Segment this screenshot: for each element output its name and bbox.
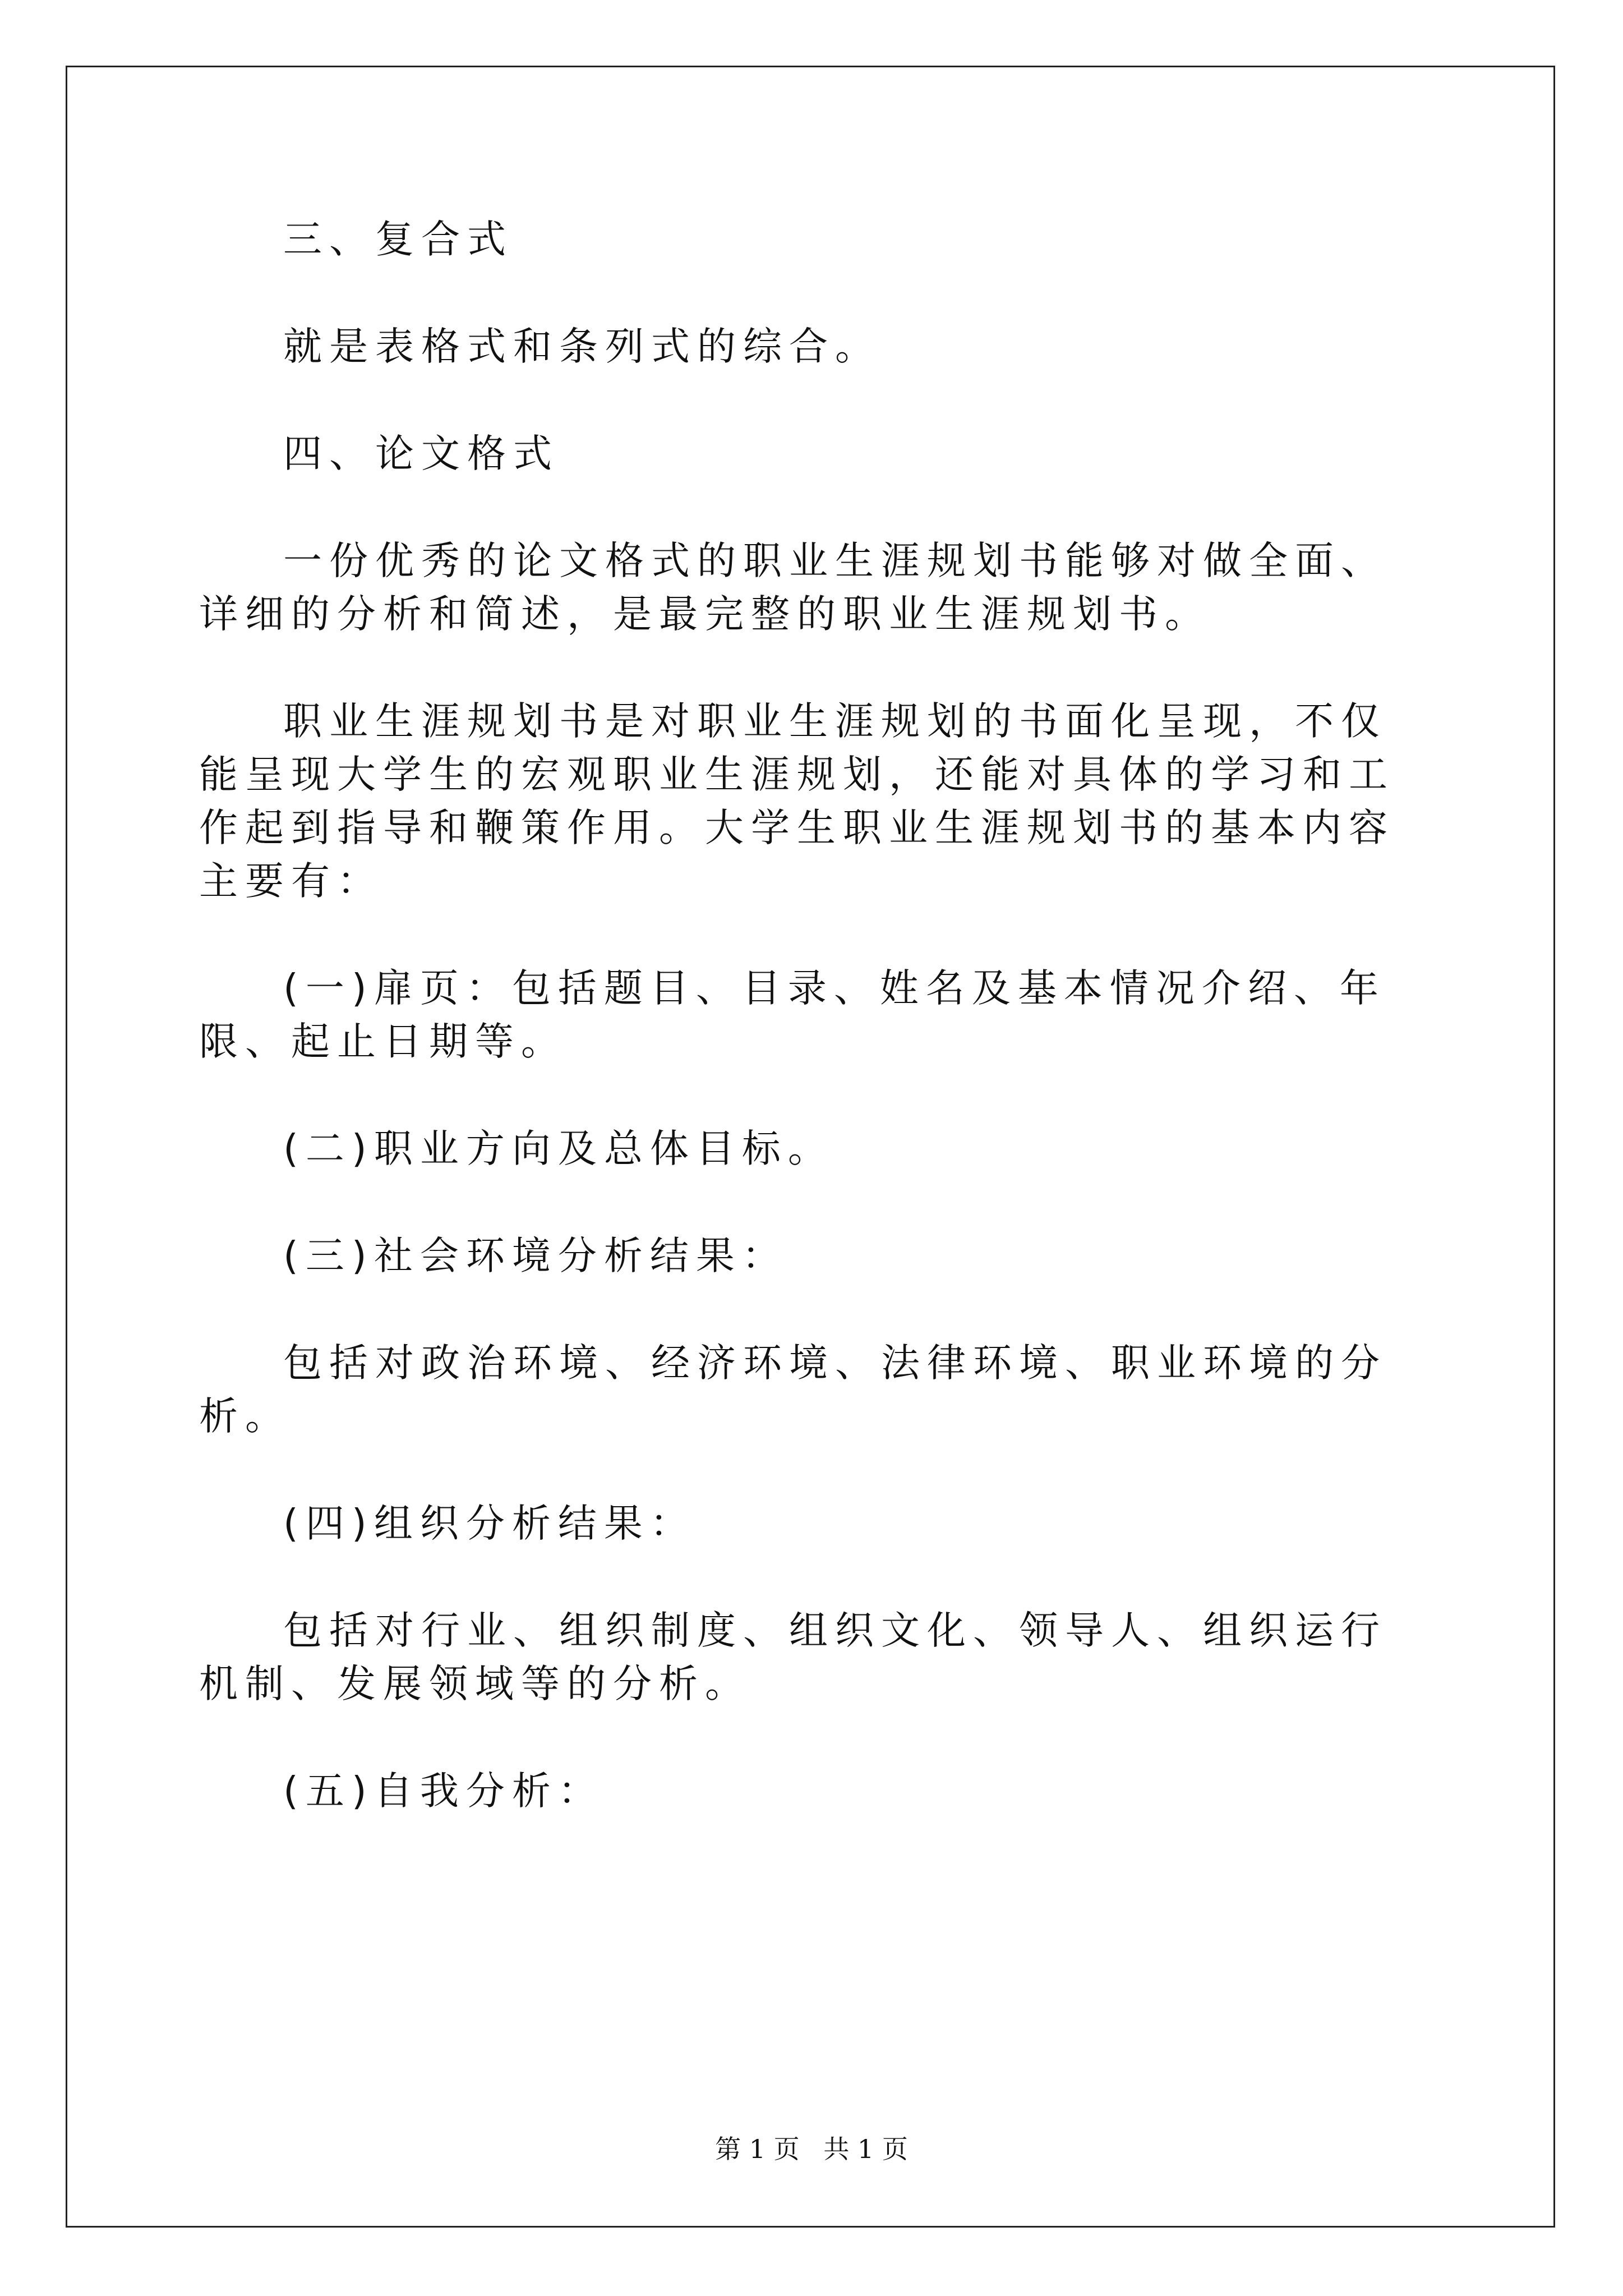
list-item-social-environment: (三)社会环境分析结果： [283,1234,788,1278]
list-item-self-analysis: (五)自我分析： [283,1769,604,1814]
paragraph-social-environment-desc: 包括对政治环境、经济环境、法律环境、职业环境的分析。 [199,1341,1387,1439]
list-item-title-page: (一)扉页：包括题目、目录、姓名及基本情况介绍、年限、起止日期等。 [199,966,1386,1064]
document-body [199,213,1430,1872]
page-number: 第 1 页 [715,2134,800,2164]
page-total: 共 1 页 [823,2134,908,2164]
list-item-career-direction: (二)职业方向及总体目标。 [283,1126,834,1171]
list-item-organization-analysis: (四)组织分析结果： [283,1501,696,1546]
paragraph-composite-desc: 就是表格式和条列式的综合。 [283,324,881,369]
heading-thesis-format: 四、论文格式 [283,431,559,476]
page-footer [0,2129,1623,2166]
heading-composite: 三、复合式 [283,217,513,262]
paragraph-career-plan-intro: 职业生涯规划书是对职业生涯规划的书面化呈现，不仅能呈现大学生的宏观职业生涯规划，还能对具体的学习和工作起到指导和鞭策作用。大学生职业生涯规划书的基本内容主要有： [199,699,1395,904]
paragraph-organization-desc: 包括对行业、组织制度、组织文化、领导人、组织运行机制、发展领域等的分析。 [199,1608,1387,1706]
paragraph-thesis-desc: 一份优秀的论文格式的职业生涯规划书能够对做全面、详细的分析和简述，是最完整的职业生涯规划书。 [199,539,1387,637]
